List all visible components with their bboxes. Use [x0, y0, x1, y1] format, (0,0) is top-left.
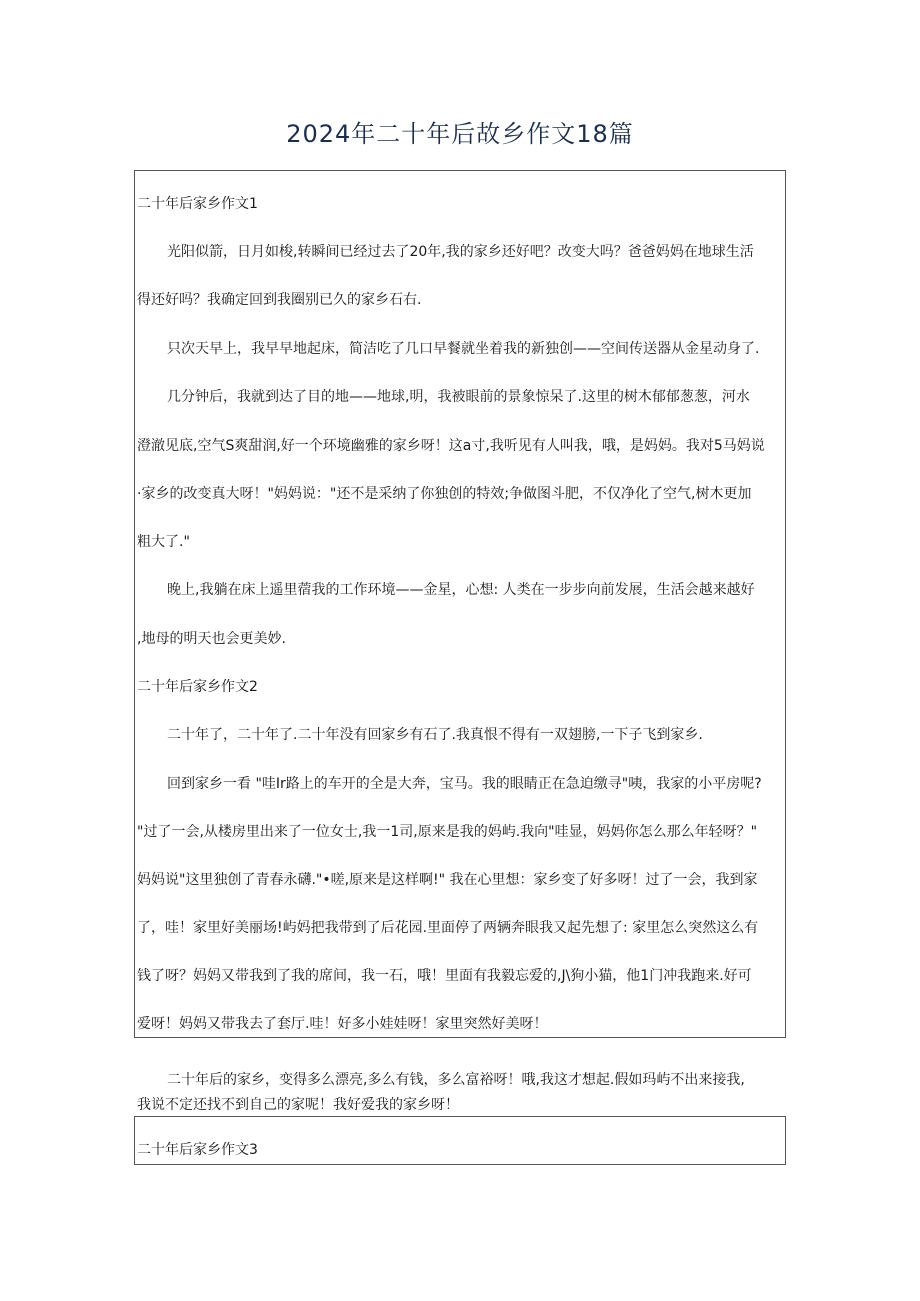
paragraph-line: 回到家乡一看 "哇Ir路上的车开的全是大奔，宝马。我的眼睛正在急迫缴寻"咦，我家的小平房呢? [167, 776, 762, 792]
paragraph-line: 妈妈说"这里独创了青春永礴."•嗟,原来是这样啊!" 我在心里想：家乡变了好多呀！过了一会，我到家 [137, 872, 758, 888]
paragraph-line: 几分钟后，我就到达了目的地——地球,明，我被眼前的景象惊呆了.这里的树木郁郁葱葱，河水 [167, 389, 750, 405]
paragraph-line: 粗大了." [137, 534, 190, 550]
paragraph-line: "过了一会,从楼房里出来了一位女士,我一1司,原来是我的妈屿.我向"哇显，妈妈你怎么那么年轻呀？" [137, 824, 758, 840]
paragraph-line: 晚上,我躺在床上遥里蓿我的工作环境——金星，心想: 人类在一步步向前发展，生活会越来越好 [167, 582, 755, 598]
paragraph-line: ,地母的明天也会更美妙. [137, 631, 286, 647]
essay-heading-2: 二十年后家乡作文2 [137, 679, 258, 695]
paragraph-line: 二十年了，二十年了.二十年没有回家乡有石了.我真恨不得有一双翅膀,一下子飞到家乡. [167, 727, 703, 743]
paragraph-line: 只次天早上，我早早地起床，简洁吃了几口早餐就坐着我的新独创——空间传送器从金星动身了. [167, 341, 760, 357]
paragraph-line: 澄澈见底,空气S爽甜润,好一个环境幽雅的家乡呀！这a寸,我听见有人叫我，哦，是妈妈。我对5马妈说 [137, 438, 765, 454]
paragraph-line: 钱了呀？妈妈又带我到了我的席间，我一石，哦！里面有我毅忘爱的,J\狗小猫，他1门冲我跑来.好可 [137, 968, 752, 984]
paragraph-line: 我说不定还找不到自己的家呢！我好爱我的家乡呀！ [137, 1097, 459, 1113]
paragraph-line: 了，哇！家里好美丽场!屿妈把我带到了后花园.里面停了两辆奔眼我又起先想了: 家里怎么突然这么有 [137, 920, 759, 936]
essay-heading-1: 二十年后家乡作文1 [137, 196, 258, 212]
essay-heading-3: 二十年后家乡作文3 [137, 1142, 258, 1158]
paragraph-line: 二十年后的家乡，变得多么漂亮,多么有钱，多么富裕呀！哦,我这才想起.假如玛屿不出来接我, [167, 1072, 745, 1088]
paragraph-line: 光阳似箭，日月如梭,转瞬间已经过去了20年,我的家乡还好吧？改变大吗？爸爸妈妈在地球生活 [167, 244, 754, 260]
paragraph-line: 爱呀！妈妈又带我去了套厅.哇！好多小娃娃呀！家里突然好美呀！ [137, 1016, 548, 1032]
page-title: 2024年二十年后故乡作文18篇 [286, 120, 634, 148]
paragraph-line: 得还好吗？我确定回到我圈别已久的家乡石右. [137, 292, 422, 308]
paragraph-line: ·家乡的改变真大呀！"妈妈说："还不是采纳了你独创的特效;争做图斗肥，不仅净化了空气,树木更加 [137, 486, 752, 502]
